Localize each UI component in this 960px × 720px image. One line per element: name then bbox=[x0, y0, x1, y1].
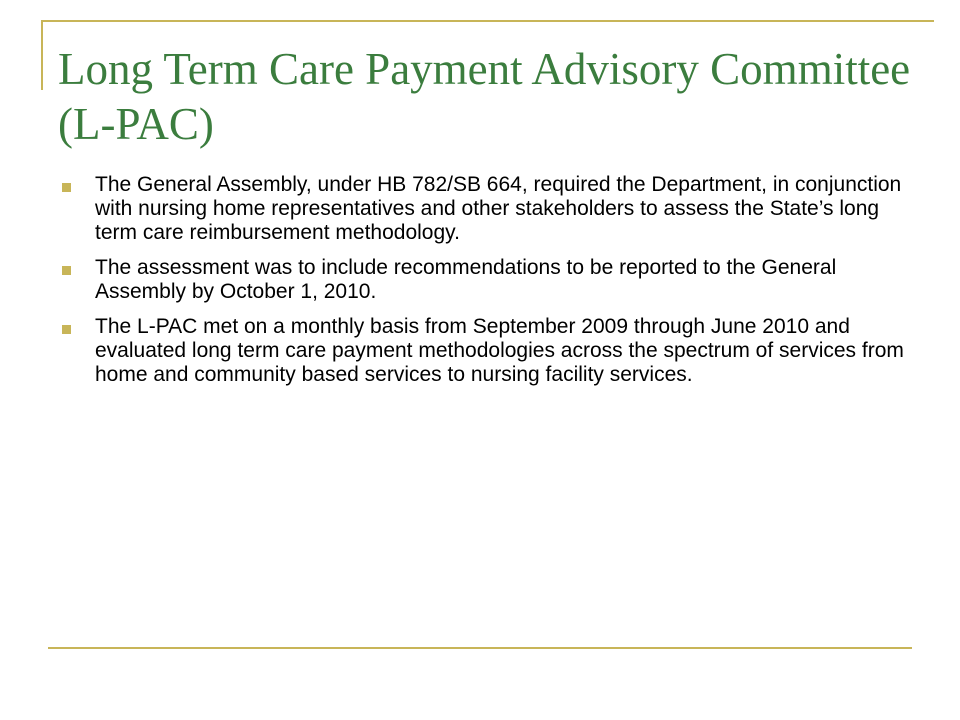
square-bullet-icon bbox=[62, 183, 71, 192]
bullet-item bbox=[62, 173, 912, 245]
bullet-text: The General Assembly, under HB 782/SB 664, required the Department, in conjunction with nursing home representatives and other stakeholders to assess the State’s long term care reimbursement methodology. bbox=[95, 173, 902, 244]
left-rule-line bbox=[41, 20, 43, 90]
square-bullet-icon bbox=[62, 325, 71, 334]
bullet-list bbox=[62, 173, 912, 398]
bullet-item bbox=[62, 256, 912, 304]
bullet-text: The L-PAC met on a monthly basis from September 2009 through June 2010 and evaluated long term care payment methodologies across the spectrum of services from home and community based services to nursing facility services. bbox=[95, 315, 904, 386]
bottom-rule-line bbox=[48, 647, 912, 649]
slide-title: Long Term Care Payment Advisory Committee (L-PAC) bbox=[58, 44, 911, 149]
top-rule-line bbox=[41, 20, 934, 22]
square-bullet-icon bbox=[62, 266, 71, 275]
bullet-item bbox=[62, 315, 912, 387]
bullet-text: The assessment was to include recommendations to be reported to the General Assembly by October 1, 2010. bbox=[95, 256, 837, 303]
